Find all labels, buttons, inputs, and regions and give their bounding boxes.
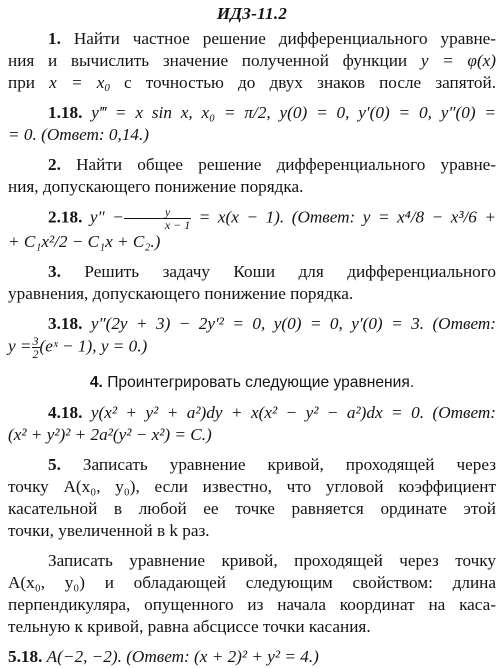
task-5-line-2	[8, 476, 496, 498]
problem-2-18-line-1	[8, 206, 496, 231]
problem-4-18-answer-open: (Ответ:	[432, 403, 497, 422]
task-1-number: 1.	[48, 29, 61, 48]
problem-4-18-line-1	[8, 402, 496, 424]
task-5-variant-line-1	[8, 550, 496, 572]
task-2-number: 2.	[48, 155, 61, 174]
problem-3-18-answer-open: (Ответ:	[432, 314, 496, 333]
task-5-text-a: Записать уравнение кривой, проходящей через	[82, 455, 497, 474]
problem-5-18-answer: (Ответ: (x + 2)² + y² = 4.)	[126, 647, 319, 666]
problem-1-18-answer: (Ответ: 0,14.)	[41, 125, 150, 144]
task-5-variant-text-b: A(x₀, y₀) и обладающей следующим свойством: длина	[8, 573, 496, 592]
problem-5-18-equation: A(−2, −2).	[46, 647, 122, 666]
problem-2-18-fraction: $\frac{y}{x - 1}$	[124, 206, 191, 231]
task-1-function: y = φ(x)	[420, 51, 497, 70]
problem-1-18-line-1	[8, 102, 496, 124]
task-5-variant-line-4	[8, 616, 496, 638]
problem-3-18-label: 3.18.	[48, 314, 83, 333]
problem-3-18-answer-lhs: y =	[8, 336, 32, 356]
task-5-line-1	[8, 454, 496, 476]
problem-4-18-answer: (x² + y²)² + 2a²(y² − x²) = C.)	[8, 425, 212, 444]
problem-2-18-rhs: = x(x − 1).	[198, 207, 285, 227]
problem-4-18-equation: y(x² + y² + a²)dy + x(x² − y² − a²)dx = 0.	[90, 403, 425, 422]
task-1-line-3	[8, 72, 496, 94]
task-2	[8, 154, 496, 198]
task-5-text-d: точки, увеличенной в k раз.	[8, 521, 210, 540]
task-1-text-b: ния и вычислить значение полученной функции	[8, 51, 408, 70]
problem-2-18-lhs: y″ −	[89, 207, 124, 227]
problem-2-18-line-2	[8, 231, 496, 253]
task-4-line-1	[8, 372, 496, 394]
task-3-text-a: Решить задачу Коши для дифференциального	[84, 262, 496, 281]
task-5	[8, 454, 496, 542]
task-5-variant-line-2	[8, 572, 496, 594]
problem-1-18-equation: y‴ = x sin x, x₀ = π/2, y(0) = 0, y′(0) = 0, y″(0) =	[91, 103, 497, 122]
problem-3-18-fraction: $\frac{3}{2}$	[32, 334, 39, 361]
problem-1-18-equation-cont: = 0.	[8, 125, 37, 144]
task-3	[8, 261, 496, 305]
task-5-text-b: точку A(x₀, y₀), если известно, что угловой коэффициент	[8, 477, 496, 496]
task-1-text-a: Найти частное решение дифференциального уравне-	[73, 29, 496, 48]
task-5-text-c: касательной в любой ее точке равняется ординате этой	[8, 499, 496, 518]
task-1-text-d: с точностью до двух знаков после запятой.	[123, 73, 496, 92]
problem-2-18-answer-open: (Ответ:	[291, 207, 356, 227]
task-3-text-b: уравнения, допускающего понижение порядка.	[8, 284, 354, 303]
task-3-line-2	[8, 283, 496, 305]
task-1-text-c: при	[8, 73, 35, 92]
problem-2-18-label: 2.18.	[48, 207, 83, 227]
task-3-number: 3.	[48, 262, 61, 281]
task-4-number: 4.	[89, 374, 103, 391]
problem-5-18	[8, 646, 496, 668]
problem-1-18	[8, 102, 496, 146]
task-5-variant	[8, 550, 496, 638]
problem-4-18	[8, 402, 496, 446]
problem-5-18-line-1	[8, 646, 496, 668]
problem-4-18-label: 4.18.	[48, 403, 83, 422]
task-1-condition: $x = x_0$	[49, 73, 110, 94]
task-2-line-1	[8, 154, 496, 176]
problem-3-18-line-1	[8, 313, 496, 335]
problem-2-18-answer-b: + C₁x²/2 − C₁x + C₂.)	[8, 232, 161, 251]
task-1-line-1	[8, 28, 496, 50]
problem-3-18	[8, 313, 496, 360]
problem-3-18-line-2	[8, 335, 496, 360]
task-4-text: Проинтегрировать следующие уравнения.	[107, 374, 415, 391]
task-5-line-3	[8, 498, 496, 520]
task-5-variant-line-3	[8, 594, 496, 616]
task-1	[8, 28, 496, 94]
page-title: ИДЗ-11.2	[216, 4, 288, 23]
task-4	[8, 372, 496, 394]
task-5-variant-text-d: тельную к кривой, равна абсциссе точки касания.	[8, 617, 371, 636]
problem-3-18-equation: y″(2y + 3) − 2y′² = 0, y(0) = 0, y′(0) = 3.	[90, 314, 425, 333]
task-2-line-2	[8, 176, 496, 198]
task-2-text-b: ния, допускающего понижение порядка.	[8, 177, 304, 196]
task-2-text-a: Найти общее решение дифференциального уравне-	[76, 155, 497, 174]
task-1-line-2	[8, 50, 496, 72]
problem-4-18-line-2	[8, 424, 496, 446]
problem-2-18-answer-a: y = x⁴/8 − x³/6 +	[362, 207, 496, 227]
task-5-variant-text-c: перпендикуляра, опущенного из начала координат на каса-	[8, 595, 496, 614]
problem-3-18-answer-rhs: (eˣ − 1), y = 0.)	[39, 336, 148, 356]
problem-1-18-line-2	[8, 124, 496, 146]
task-5-variant-text-a: Записать уравнение кривой, проходящей через точку	[48, 551, 496, 570]
problem-1-18-label: 1.18.	[48, 103, 83, 122]
task-5-line-4	[8, 520, 496, 542]
task-5-number: 5.	[48, 455, 61, 474]
task-3-line-1	[8, 261, 496, 283]
problem-5-18-label: 5.18.	[8, 647, 43, 666]
problem-2-18	[8, 206, 496, 253]
